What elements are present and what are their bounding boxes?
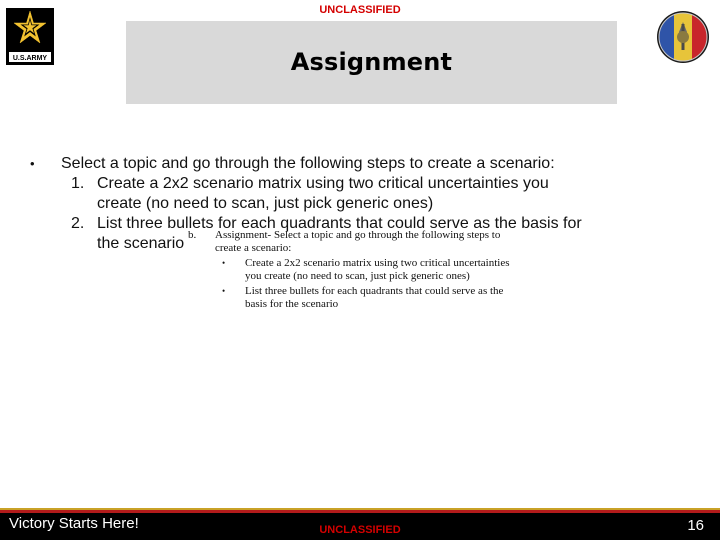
overlay-subitem	[188, 285, 528, 310]
overlay-heading	[188, 229, 538, 254]
classification-top: UNCLASSIFIED	[319, 4, 401, 16]
list-item-line: List three bullets for each quadrants that could serve as the basis for	[97, 215, 582, 232]
overlay-subitem-text: Create a 2x2 scenario matrix using two critical uncertainties you create (no need to scan, just pick generic ones)	[245, 257, 510, 282]
main-bullet	[30, 154, 600, 174]
list-item-number: 1.	[71, 175, 85, 192]
list-item-line: Create a 2x2 scenario matrix using two critical uncertainties you	[97, 175, 549, 192]
list-item	[30, 174, 600, 214]
list-item-line: create (no need to scan, just pick generic ones)	[97, 195, 434, 212]
overlay-subitem	[188, 257, 528, 282]
army-star-logo-icon	[6, 8, 54, 65]
unit-crest-icon	[656, 10, 710, 64]
overlay-line: Assignment- Select a topic and go through the following steps to	[215, 229, 501, 241]
bullet-dot-icon: •	[30, 156, 35, 171]
army-logo-text: U.S.ARMY	[12, 55, 48, 62]
title-bar	[126, 21, 617, 104]
overlay-label: b.	[188, 229, 197, 241]
list-item-number: 2.	[71, 215, 85, 232]
classification-bottom: UNCLASSIFIED	[319, 524, 401, 536]
bullet-dot-icon: •	[222, 286, 226, 296]
overlay-text-block	[188, 229, 538, 310]
bullet-dot-icon: •	[222, 258, 226, 268]
overlay-subitem-text: List three bullets for each quadrants that could serve as the basis for the scenario	[245, 285, 504, 310]
slide-title: Assignment	[290, 48, 453, 76]
list-item-line: the scenario	[97, 235, 185, 252]
page-number: 16	[687, 517, 704, 534]
footer-motto: Victory Starts Here!	[9, 515, 139, 532]
overlay-line: create a scenario:	[215, 241, 292, 254]
main-bullet-text: Select a topic and go through the following steps to create a scenario:	[61, 155, 555, 172]
